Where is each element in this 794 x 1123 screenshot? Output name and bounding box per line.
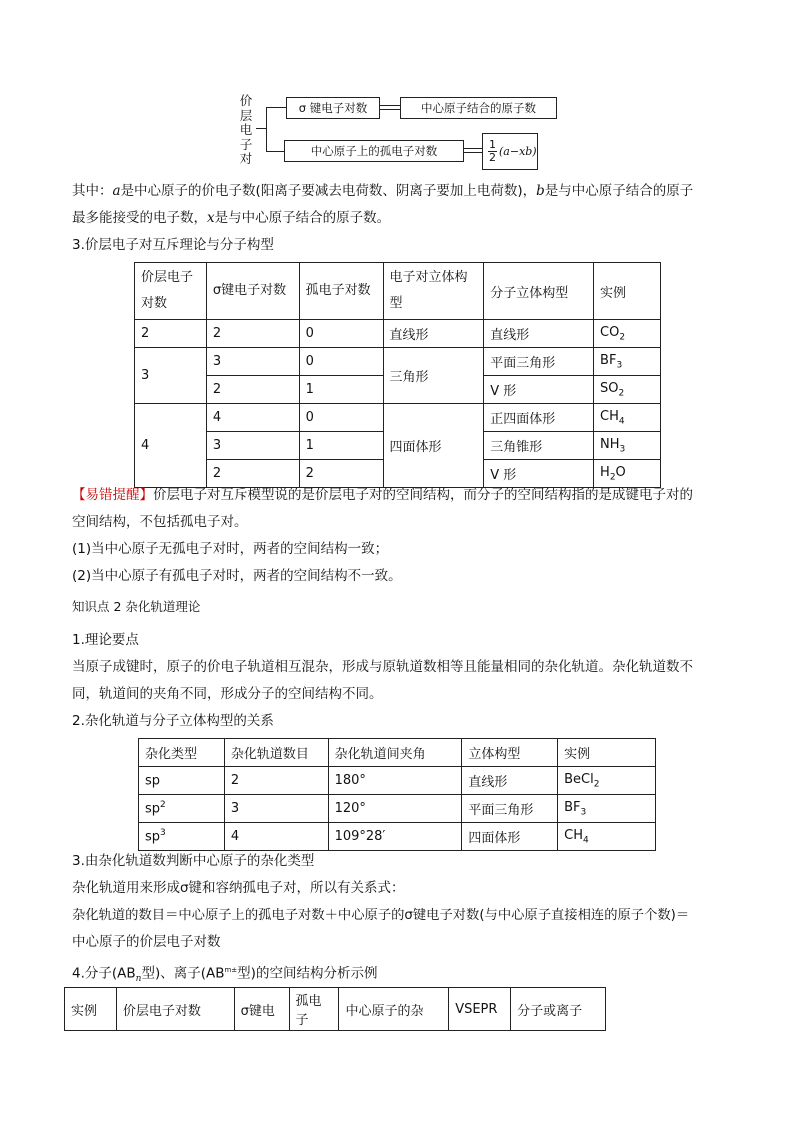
note-text: 是与中心原子结合的原子数。 (214, 210, 391, 226)
header-cell: 杂化类型 (139, 739, 225, 767)
example-cell: $BF_3$ (558, 795, 656, 823)
table-header-row (65, 988, 606, 1031)
title-part: 型)的空间结构分析示例 (237, 965, 378, 982)
var-a: a (112, 183, 121, 199)
note-text: 是与中心原子结合的原子 (544, 183, 694, 199)
var-x: x (207, 210, 215, 226)
example-cell: $NH_3$ (594, 432, 661, 460)
section-3b-line-2: 杂化轨道的数目＝中心原子上的孤电子对数＋中心原子的σ键电子对数(与中心原子直接相连的原子个数)＝ (72, 908, 690, 923)
label-char: 电 (239, 122, 253, 137)
header-cell: 杂化轨道数目 (224, 739, 328, 767)
formula-expression: (a−xb) (499, 145, 537, 158)
shape-cell: 平面三角形 (484, 348, 594, 376)
header-cell: 实例 (558, 739, 656, 767)
table-row (139, 767, 656, 795)
brace-top (266, 107, 286, 108)
shape-cell: 直线形 (462, 767, 558, 795)
formula-box (482, 133, 538, 170)
sigma-cell: 3 (206, 432, 299, 460)
diagram-vertical-label (238, 94, 254, 167)
shape-cell: V 形 (484, 376, 594, 404)
label-char: 子 (239, 136, 253, 152)
sigma-box: σ 键电子对数 (286, 97, 380, 119)
equals-line-1b (380, 109, 400, 110)
note-text: 是中心原子的价电子数(阳离子要减去电荷数、阴离子要加上电荷数)， (120, 183, 537, 199)
table-row (135, 348, 661, 376)
shape-cell: 三角锥形 (484, 432, 594, 460)
table-row (139, 795, 656, 823)
table-row (139, 823, 656, 851)
fraction-denominator: 2 (489, 151, 496, 164)
theory-line-2: 同，轨道间的夹角不同，形成分子的空间结构不同。 (72, 686, 383, 702)
pair-count-cell: 4 (135, 404, 207, 488)
header-cell: 实例 (65, 988, 117, 1031)
example-cell: $CH_4$ (558, 823, 656, 851)
section-3-title: 3.价层电子对互斥理论与分子构型 (72, 237, 274, 253)
header-cell: 分子立体构型 (484, 263, 594, 320)
header-cell: 价层电子对数 (135, 263, 207, 320)
equals-line-1 (380, 105, 400, 106)
hybrid-type-cell: $sp^2$ (139, 795, 225, 823)
hybrid-table (138, 738, 656, 851)
header-cell: 孤电子 (289, 988, 339, 1031)
fraction-numerator: 1 (489, 138, 496, 151)
pair-geometry-cell: 直线形 (383, 320, 484, 348)
shape-cell: 平面三角形 (462, 795, 558, 823)
header-cell: VSEPR (449, 988, 511, 1031)
table-row (135, 404, 661, 432)
note-text: 最多能接受的电子数， (72, 210, 207, 226)
knowledge-point-2-title: 知识点 2 杂化轨道理论 (72, 599, 201, 614)
header-cell: 电子对立体构型 (383, 263, 484, 320)
example-cell: $BF_3$ (594, 348, 661, 376)
example-cell: $SO_2$ (594, 376, 661, 404)
brace-horizontal (256, 128, 266, 129)
superscript-m: m± (224, 966, 238, 974)
section-2-title: 2.杂化轨道与分子立体构型的关系 (72, 713, 274, 729)
warning-item-2: (2)当中心原子有孤电子对时，两者的空间结构不一致。 (72, 568, 402, 584)
equals-line-2b (464, 152, 482, 153)
warning-text: 价层电子对互斥模型说的是价层电子对的空间结构，而分子的空间结构指的是成键电子对的 (153, 487, 693, 503)
warning-line-2: 空间结构，不包括孤电子对。 (72, 514, 248, 530)
label-char: 价 (239, 93, 253, 108)
example-cell: $CO_2$ (594, 320, 661, 348)
section-3b-line-1: 杂化轨道用来形成σ键和容纳孤电子对，所以有关系式： (72, 880, 405, 896)
header-cell: 杂化轨道间夹角 (328, 739, 462, 767)
pair-geometry-cell: 四面体形 (383, 404, 484, 488)
header-cell: 中心原子的杂 (339, 988, 449, 1031)
title-part: 型)、离子(AB (141, 965, 225, 982)
sigma-cell: 3 (206, 348, 299, 376)
lone-cell: 0 (299, 348, 383, 376)
note-line-1 (72, 178, 732, 205)
sigma-cell: 4 (206, 404, 299, 432)
example-table (64, 987, 606, 1031)
lone-cell: 0 (299, 320, 383, 348)
table-header-row (139, 739, 656, 767)
header-cell: 分子或离子 (511, 988, 606, 1031)
angle-cell: 180° (328, 767, 462, 795)
angle-cell: 109°28′ (328, 823, 462, 851)
theory-title: 1.理论要点 (72, 632, 139, 648)
fraction (488, 139, 497, 164)
pair-geometry-cell: 三角形 (383, 348, 484, 404)
brace-vertical (266, 107, 267, 151)
header-cell: 孤电子对数 (299, 263, 383, 320)
shape-cell: 直线形 (484, 320, 594, 348)
lone-pair-box: 中心原子上的孤电子对数 (284, 140, 464, 162)
pair-count-cell: 2 (135, 320, 207, 348)
pair-count-cell: 3 (135, 348, 207, 404)
theory-line-1: 当原子成键时，原子的价电子轨道相互混杂，形成与原轨道数相等且能量相同的杂化轨道。杂化轨道数不 (72, 659, 693, 675)
sigma-result-box: 中心原子结合的原子数 (400, 97, 557, 119)
sigma-cell: 2 (206, 460, 299, 488)
section-3b-line-3: 中心原子的价层电子对数 (72, 934, 221, 950)
warning-tag: 【易错提醒】 (72, 487, 153, 503)
orbital-count-cell: 2 (224, 767, 328, 795)
warning-line-1 (72, 482, 732, 509)
hybrid-type-cell: sp (139, 767, 225, 795)
lone-cell: 2 (299, 460, 383, 488)
orbital-count-cell: 3 (224, 795, 328, 823)
sigma-cell: 2 (206, 376, 299, 404)
header-cell: σ键电 (234, 988, 289, 1031)
section-3b-title: 3.由杂化轨道数判断中心原子的杂化类型 (72, 853, 315, 869)
note-prefix: 其中： (72, 183, 113, 199)
header-cell: σ键电子对数 (206, 263, 299, 320)
brace-bottom (266, 151, 284, 152)
subscript-n: n (135, 974, 142, 985)
lone-cell: 0 (299, 404, 383, 432)
var-b: b (536, 183, 545, 199)
lone-cell: 1 (299, 432, 383, 460)
equals-line-2 (464, 148, 482, 149)
orbital-count-cell: 4 (224, 823, 328, 851)
shape-cell: 正四面体形 (484, 404, 594, 432)
note-line-2 (72, 205, 732, 232)
header-cell: 立体构型 (462, 739, 558, 767)
sigma-cell: 2 (206, 320, 299, 348)
hybrid-type-cell: $sp^3$ (139, 823, 225, 851)
shape-cell: 四面体形 (462, 823, 558, 851)
shape-cell: V 形 (484, 460, 594, 488)
header-cell: 价层电子对数 (116, 988, 234, 1031)
warning-item-1: (1)当中心原子无孤电子对时，两者的空间结构一致； (72, 541, 389, 557)
vsepr-table (134, 262, 661, 488)
lone-cell: 1 (299, 376, 383, 404)
header-cell: 实例 (594, 263, 661, 320)
example-cell: $H_2O$ (594, 460, 661, 488)
example-cell: BeCl$_2$ (558, 767, 656, 795)
table-row (135, 320, 661, 348)
label-char: 对 (239, 151, 253, 166)
angle-cell: 120° (328, 795, 462, 823)
title-part: 4.分子(AB (72, 965, 136, 982)
example-cell: $CH_4$ (594, 404, 661, 432)
table-header-row (135, 263, 661, 320)
label-char: 层 (239, 107, 253, 123)
